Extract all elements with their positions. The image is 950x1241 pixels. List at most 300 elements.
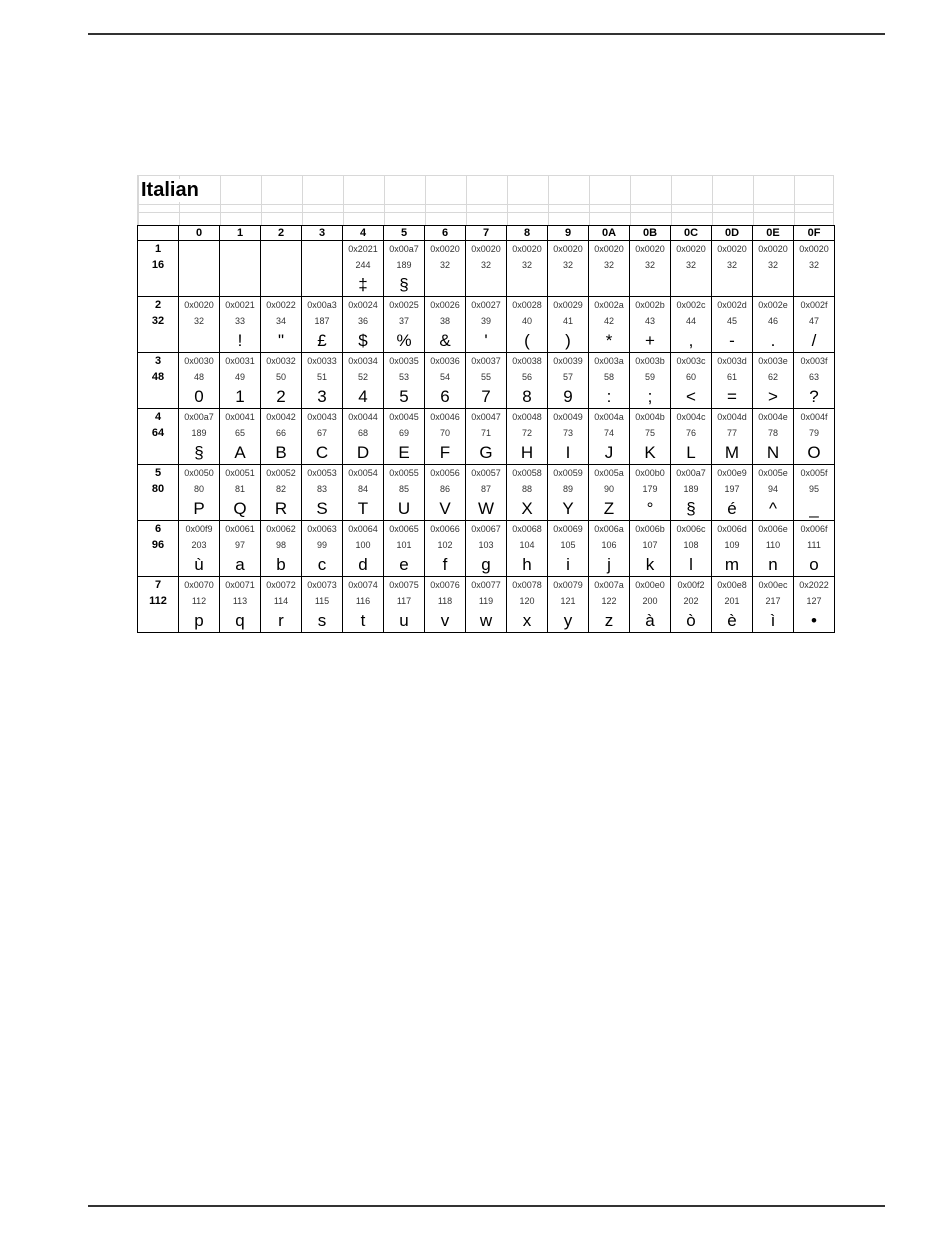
hex-code-cell: 0x004d [712,409,753,425]
glyph-cell: 2 [261,385,302,409]
glyph-cell: = [712,385,753,409]
glyph-cell: 4 [343,385,384,409]
decimal-code-cell: 62 [753,368,794,385]
glyph-cell: ? [794,385,835,409]
decimal-code-cell: 86 [425,480,466,497]
row-number: 7 [138,577,179,593]
decimal-code-cell: 95 [794,480,835,497]
glyph-cell: w [466,609,507,633]
glyph-cell: § [179,441,220,465]
glyph-row [138,329,835,353]
hex-code-cell: 0x0033 [302,353,343,369]
hex-code-cell: 0x0073 [302,577,343,593]
hex-code-cell: 0x0067 [466,521,507,537]
decimal-code-cell: 67 [302,424,343,441]
decimal-code-cell: 74 [589,424,630,441]
glyph-cell: l [671,553,712,577]
hex-code-cell: 0x0055 [384,465,425,481]
hex-code-cell: 0x0074 [343,577,384,593]
glyph-cell: 7 [466,385,507,409]
hex-code-cell: 0x0036 [425,353,466,369]
glyph-cell: • [794,609,835,633]
glyph-cell: C [302,441,343,465]
hex-code-cell: 0x003d [712,353,753,369]
decimal-code-cell: 97 [220,536,261,553]
glyph-cell: V [425,497,466,521]
decimal-code-cell: 77 [712,424,753,441]
hex-code-cell: 0x0078 [507,577,548,593]
decimal-code-cell: 202 [671,592,712,609]
hex-code-cell: 0x0065 [384,521,425,537]
glyph-cell: ( [507,329,548,353]
glyph-cell: I [548,441,589,465]
decimal-code-cell: 32 [712,256,753,273]
hex-code-cell: 0x005a [589,465,630,481]
decimal-code-cell: 80 [179,480,220,497]
decimal-code-cell: 40 [507,312,548,329]
glyph-cell: ò [671,609,712,633]
row-number: 3 [138,353,179,369]
glyph-cell: t [343,609,384,633]
hex-code-cell: 0x0035 [384,353,425,369]
glyph-cell: à [630,609,671,633]
glyph-cell: & [425,329,466,353]
hex-code-cell [261,241,302,257]
decimal-code-row [138,312,835,329]
decimal-code-row [138,592,835,609]
decimal-code-cell: 53 [384,368,425,385]
decimal-code-cell: 50 [261,368,302,385]
decimal-code-cell: 110 [753,536,794,553]
decimal-code-cell: 59 [630,368,671,385]
decimal-code-cell: 101 [384,536,425,553]
hex-code-cell: 0x0037 [466,353,507,369]
decimal-code-cell: 32 [589,256,630,273]
decimal-code-cell: 65 [220,424,261,441]
decimal-code-cell: 75 [630,424,671,441]
glyph-cell: i [548,553,589,577]
glyph-cell: x [507,609,548,633]
decimal-code-cell: 52 [343,368,384,385]
sheet-title: Italian [141,179,203,202]
decimal-code-cell: 94 [753,480,794,497]
row-number: 2 [138,297,179,313]
hex-code-cell: 0x2021 [343,241,384,257]
row-base-value: 64 [138,424,179,441]
glyph-cell [179,329,220,353]
decimal-code-cell: 84 [343,480,384,497]
hex-code-row [138,353,835,369]
glyph-cell: d [343,553,384,577]
glyph-cell: m [712,553,753,577]
decimal-code-cell: 36 [343,312,384,329]
decimal-code-cell: 102 [425,536,466,553]
decimal-code-cell: 71 [466,424,507,441]
decimal-code-cell: 73 [548,424,589,441]
hex-code-cell: 0x0049 [548,409,589,425]
hex-code-cell: 0x0045 [384,409,425,425]
glyph-cell: R [261,497,302,521]
hex-code-cell: 0x0048 [507,409,548,425]
hex-code-cell: 0x0077 [466,577,507,593]
decimal-code-cell: 32 [466,256,507,273]
glyph-cell: , [671,329,712,353]
decimal-code-cell: 32 [753,256,794,273]
glyph-cell: _ [794,497,835,521]
hex-code-cell: 0x0020 [466,241,507,257]
glyph-row [138,385,835,409]
hex-code-cell: 0x00f9 [179,521,220,537]
hex-code-cell: 0x0020 [179,297,220,313]
glyph-cell: e [384,553,425,577]
hex-code-cell: 0x0068 [507,521,548,537]
hex-code-cell: 0x006e [753,521,794,537]
glyph-cell: 3 [302,385,343,409]
glyph-cell: B [261,441,302,465]
table-body [138,241,835,633]
hex-code-cell: 0x0042 [261,409,302,425]
glyph-cell: v [425,609,466,633]
decimal-code-cell: 69 [384,424,425,441]
decimal-code-cell: 107 [630,536,671,553]
decimal-code-cell: 42 [589,312,630,329]
decimal-code-cell: 187 [302,312,343,329]
decimal-code-cell: 32 [630,256,671,273]
glyph-cell: ‡ [343,273,384,297]
hex-code-cell: 0x0057 [466,465,507,481]
hex-code-cell: 0x0041 [220,409,261,425]
hex-code-cell: 0x0052 [261,465,302,481]
hex-code-cell: 0x0066 [425,521,466,537]
hex-code-cell: 0x00a7 [179,409,220,425]
decimal-code-cell: 60 [671,368,712,385]
decimal-code-cell: 54 [425,368,466,385]
hex-code-cell: 0x0063 [302,521,343,537]
decimal-code-cell: 114 [261,592,302,609]
decimal-code-cell: 44 [671,312,712,329]
hex-code-cell: 0x006f [794,521,835,537]
glyph-cell: s [302,609,343,633]
glyph-cell: u [384,609,425,633]
decimal-code-cell: 108 [671,536,712,553]
glyph-cell: b [261,553,302,577]
glyph-cell: ) [548,329,589,353]
glyph-cell: k [630,553,671,577]
decimal-code-cell: 33 [220,312,261,329]
glyph-cell: ' [466,329,507,353]
glyph-cell: " [261,329,302,353]
hex-code-cell: 0x0079 [548,577,589,593]
hex-code-cell: 0x0056 [425,465,466,481]
hex-code-cell: 0x003e [753,353,794,369]
decimal-code-cell: 66 [261,424,302,441]
glyph-cell: ! [220,329,261,353]
character-table [137,225,835,633]
hex-code-cell: 0x0020 [589,241,630,257]
glyph-cell [671,273,712,297]
glyph-cell: U [384,497,425,521]
decimal-code-cell: 79 [794,424,835,441]
row-base-value: 48 [138,368,179,385]
glyph-cell [630,273,671,297]
hex-code-row [138,577,835,593]
corner-cell [138,226,179,241]
hex-code-cell: 0x0039 [548,353,589,369]
row-label-spacer [138,497,179,521]
column-header: 0E [753,226,794,241]
glyph-cell: c [302,553,343,577]
hex-code-row [138,297,835,313]
hex-code-cell: 0x0030 [179,353,220,369]
hex-code-cell [179,241,220,257]
hex-code-cell: 0x004c [671,409,712,425]
glyph-cell: N [753,441,794,465]
decimal-code-cell: 117 [384,592,425,609]
title-block [137,175,834,225]
hex-code-cell: 0x003a [589,353,630,369]
hex-code-cell: 0x0071 [220,577,261,593]
hex-code-cell: 0x004a [589,409,630,425]
decimal-code-cell: 83 [302,480,343,497]
hex-code-cell: 0x00f2 [671,577,712,593]
hex-code-cell: 0x0076 [425,577,466,593]
glyph-cell: % [384,329,425,353]
column-header: 0 [179,226,220,241]
decimal-code-cell: 189 [671,480,712,497]
decimal-code-cell: 72 [507,424,548,441]
decimal-code-cell: 115 [302,592,343,609]
decimal-code-row [138,368,835,385]
glyph-cell: Z [589,497,630,521]
hex-code-cell: 0x0020 [507,241,548,257]
decimal-code-cell: 85 [384,480,425,497]
decimal-code-cell: 78 [753,424,794,441]
glyph-cell [220,273,261,297]
hex-code-cell: 0x002d [712,297,753,313]
row-label-spacer [138,609,179,633]
glyph-cell [261,273,302,297]
column-header: 4 [343,226,384,241]
decimal-code-cell: 113 [220,592,261,609]
glyph-cell: * [589,329,630,353]
column-header: 5 [384,226,425,241]
hex-code-cell: 0x0062 [261,521,302,537]
decimal-code-cell: 55 [466,368,507,385]
glyph-cell: j [589,553,630,577]
glyph-cell: £ [302,329,343,353]
glyph-cell: q [220,609,261,633]
hex-code-cell: 0x0038 [507,353,548,369]
decimal-code-cell: 45 [712,312,753,329]
glyph-cell: K [630,441,671,465]
glyph-cell: P [179,497,220,521]
glyph-cell: ^ [753,497,794,521]
decimal-code-cell: 203 [179,536,220,553]
decimal-code-cell: 100 [343,536,384,553]
glyph-cell: ; [630,385,671,409]
hex-code-cell: 0x00e0 [630,577,671,593]
column-header: 2 [261,226,302,241]
hex-code-cell: 0x0075 [384,577,425,593]
glyph-cell: S [302,497,343,521]
decimal-code-cell: 106 [589,536,630,553]
hex-code-cell: 0x0070 [179,577,220,593]
hex-code-row [138,521,835,537]
hex-code-cell: 0x0024 [343,297,384,313]
hex-code-cell: 0x004f [794,409,835,425]
hex-code-cell: 0x0029 [548,297,589,313]
hex-code-cell: 0x0020 [548,241,589,257]
hex-code-cell: 0x004b [630,409,671,425]
glyph-cell: A [220,441,261,465]
decimal-code-cell: 37 [384,312,425,329]
column-header: 0C [671,226,712,241]
row-label-spacer [138,553,179,577]
glyph-cell: § [671,497,712,521]
bottom-rule [88,1205,885,1207]
hex-code-cell: 0x0047 [466,409,507,425]
decimal-code-cell: 244 [343,256,384,273]
glyph-row [138,609,835,633]
glyph-cell [466,273,507,297]
decimal-code-cell: 32 [794,256,835,273]
decimal-code-cell: 201 [712,592,753,609]
row-label-spacer [138,329,179,353]
glyph-cell: $ [343,329,384,353]
decimal-code-cell: 81 [220,480,261,497]
decimal-code-cell: 179 [630,480,671,497]
glyph-cell: / [794,329,835,353]
decimal-code-cell: 189 [384,256,425,273]
glyph-cell: y [548,609,589,633]
row-label-spacer [138,441,179,465]
glyph-cell: M [712,441,753,465]
decimal-code-cell: 32 [671,256,712,273]
hex-code-cell: 0x0044 [343,409,384,425]
glyph-cell: X [507,497,548,521]
glyph-cell: g [466,553,507,577]
row-base-value: 16 [138,256,179,273]
hex-code-cell: 0x0034 [343,353,384,369]
hex-code-cell: 0x0051 [220,465,261,481]
decimal-code-cell: 88 [507,480,548,497]
column-header: 3 [302,226,343,241]
decimal-code-cell: 34 [261,312,302,329]
column-header: 0B [630,226,671,241]
hex-code-cell: 0x00b0 [630,465,671,481]
glyph-cell: . [753,329,794,353]
glyph-cell: L [671,441,712,465]
row-number: 6 [138,521,179,537]
decimal-code-cell: 32 [179,312,220,329]
column-header-row [138,226,835,241]
decimal-code-cell [261,256,302,273]
glyph-row [138,273,835,297]
decimal-code-cell: 99 [302,536,343,553]
decimal-code-cell: 122 [589,592,630,609]
decimal-code-cell: 51 [302,368,343,385]
decimal-code-cell: 32 [548,256,589,273]
row-base-value: 112 [138,592,179,609]
glyph-cell: a [220,553,261,577]
hex-code-cell: 0x0022 [261,297,302,313]
glyph-cell [589,273,630,297]
glyph-cell: 5 [384,385,425,409]
top-rule [88,33,885,35]
hex-code-cell: 0x005f [794,465,835,481]
decimal-code-cell: 32 [507,256,548,273]
glyph-cell: 0 [179,385,220,409]
decimal-code-cell: 63 [794,368,835,385]
hex-code-cell: 0x0026 [425,297,466,313]
hex-code-cell: 0x2022 [794,577,835,593]
hex-code-row [138,409,835,425]
hex-code-cell: 0x00a3 [302,297,343,313]
hex-code-cell: 0x002a [589,297,630,313]
decimal-code-cell: 87 [466,480,507,497]
glyph-cell: § [384,273,425,297]
decimal-code-cell: 47 [794,312,835,329]
glyph-row [138,497,835,521]
hex-code-row [138,241,835,257]
decimal-code-cell: 217 [753,592,794,609]
glyph-cell: 6 [425,385,466,409]
hex-code-cell: 0x0025 [384,297,425,313]
hex-code-cell: 0x0059 [548,465,589,481]
hex-code-cell: 0x007a [589,577,630,593]
column-header: 9 [548,226,589,241]
glyph-cell: E [384,441,425,465]
column-header: 7 [466,226,507,241]
hex-code-cell [220,241,261,257]
glyph-cell: o [794,553,835,577]
glyph-cell: O [794,441,835,465]
hex-code-cell: 0x006a [589,521,630,537]
hex-code-cell: 0x0027 [466,297,507,313]
decimal-code-row [138,256,835,273]
hex-code-cell: 0x0031 [220,353,261,369]
glyph-cell: 1 [220,385,261,409]
glyph-cell: n [753,553,794,577]
hex-code-cell: 0x0053 [302,465,343,481]
decimal-code-cell: 112 [179,592,220,609]
hex-code-cell: 0x006c [671,521,712,537]
decimal-code-row [138,424,835,441]
hex-code-row [138,465,835,481]
glyph-row [138,553,835,577]
glyph-cell [302,273,343,297]
decimal-code-cell: 90 [589,480,630,497]
decimal-code-cell: 82 [261,480,302,497]
decimal-code-cell: 43 [630,312,671,329]
glyph-cell: r [261,609,302,633]
row-label-spacer [138,273,179,297]
column-header: 0D [712,226,753,241]
hex-code-cell: 0x002b [630,297,671,313]
hex-code-cell: 0x005e [753,465,794,481]
hex-code-cell: 0x0046 [425,409,466,425]
hex-code-cell: 0x0054 [343,465,384,481]
decimal-code-cell: 105 [548,536,589,553]
decimal-code-cell: 41 [548,312,589,329]
glyph-cell: h [507,553,548,577]
hex-code-cell: 0x0020 [671,241,712,257]
hex-code-cell: 0x00a7 [384,241,425,257]
decimal-code-cell: 32 [425,256,466,273]
decimal-code-cell [302,256,343,273]
hex-code-cell: 0x0020 [712,241,753,257]
column-header: 0A [589,226,630,241]
